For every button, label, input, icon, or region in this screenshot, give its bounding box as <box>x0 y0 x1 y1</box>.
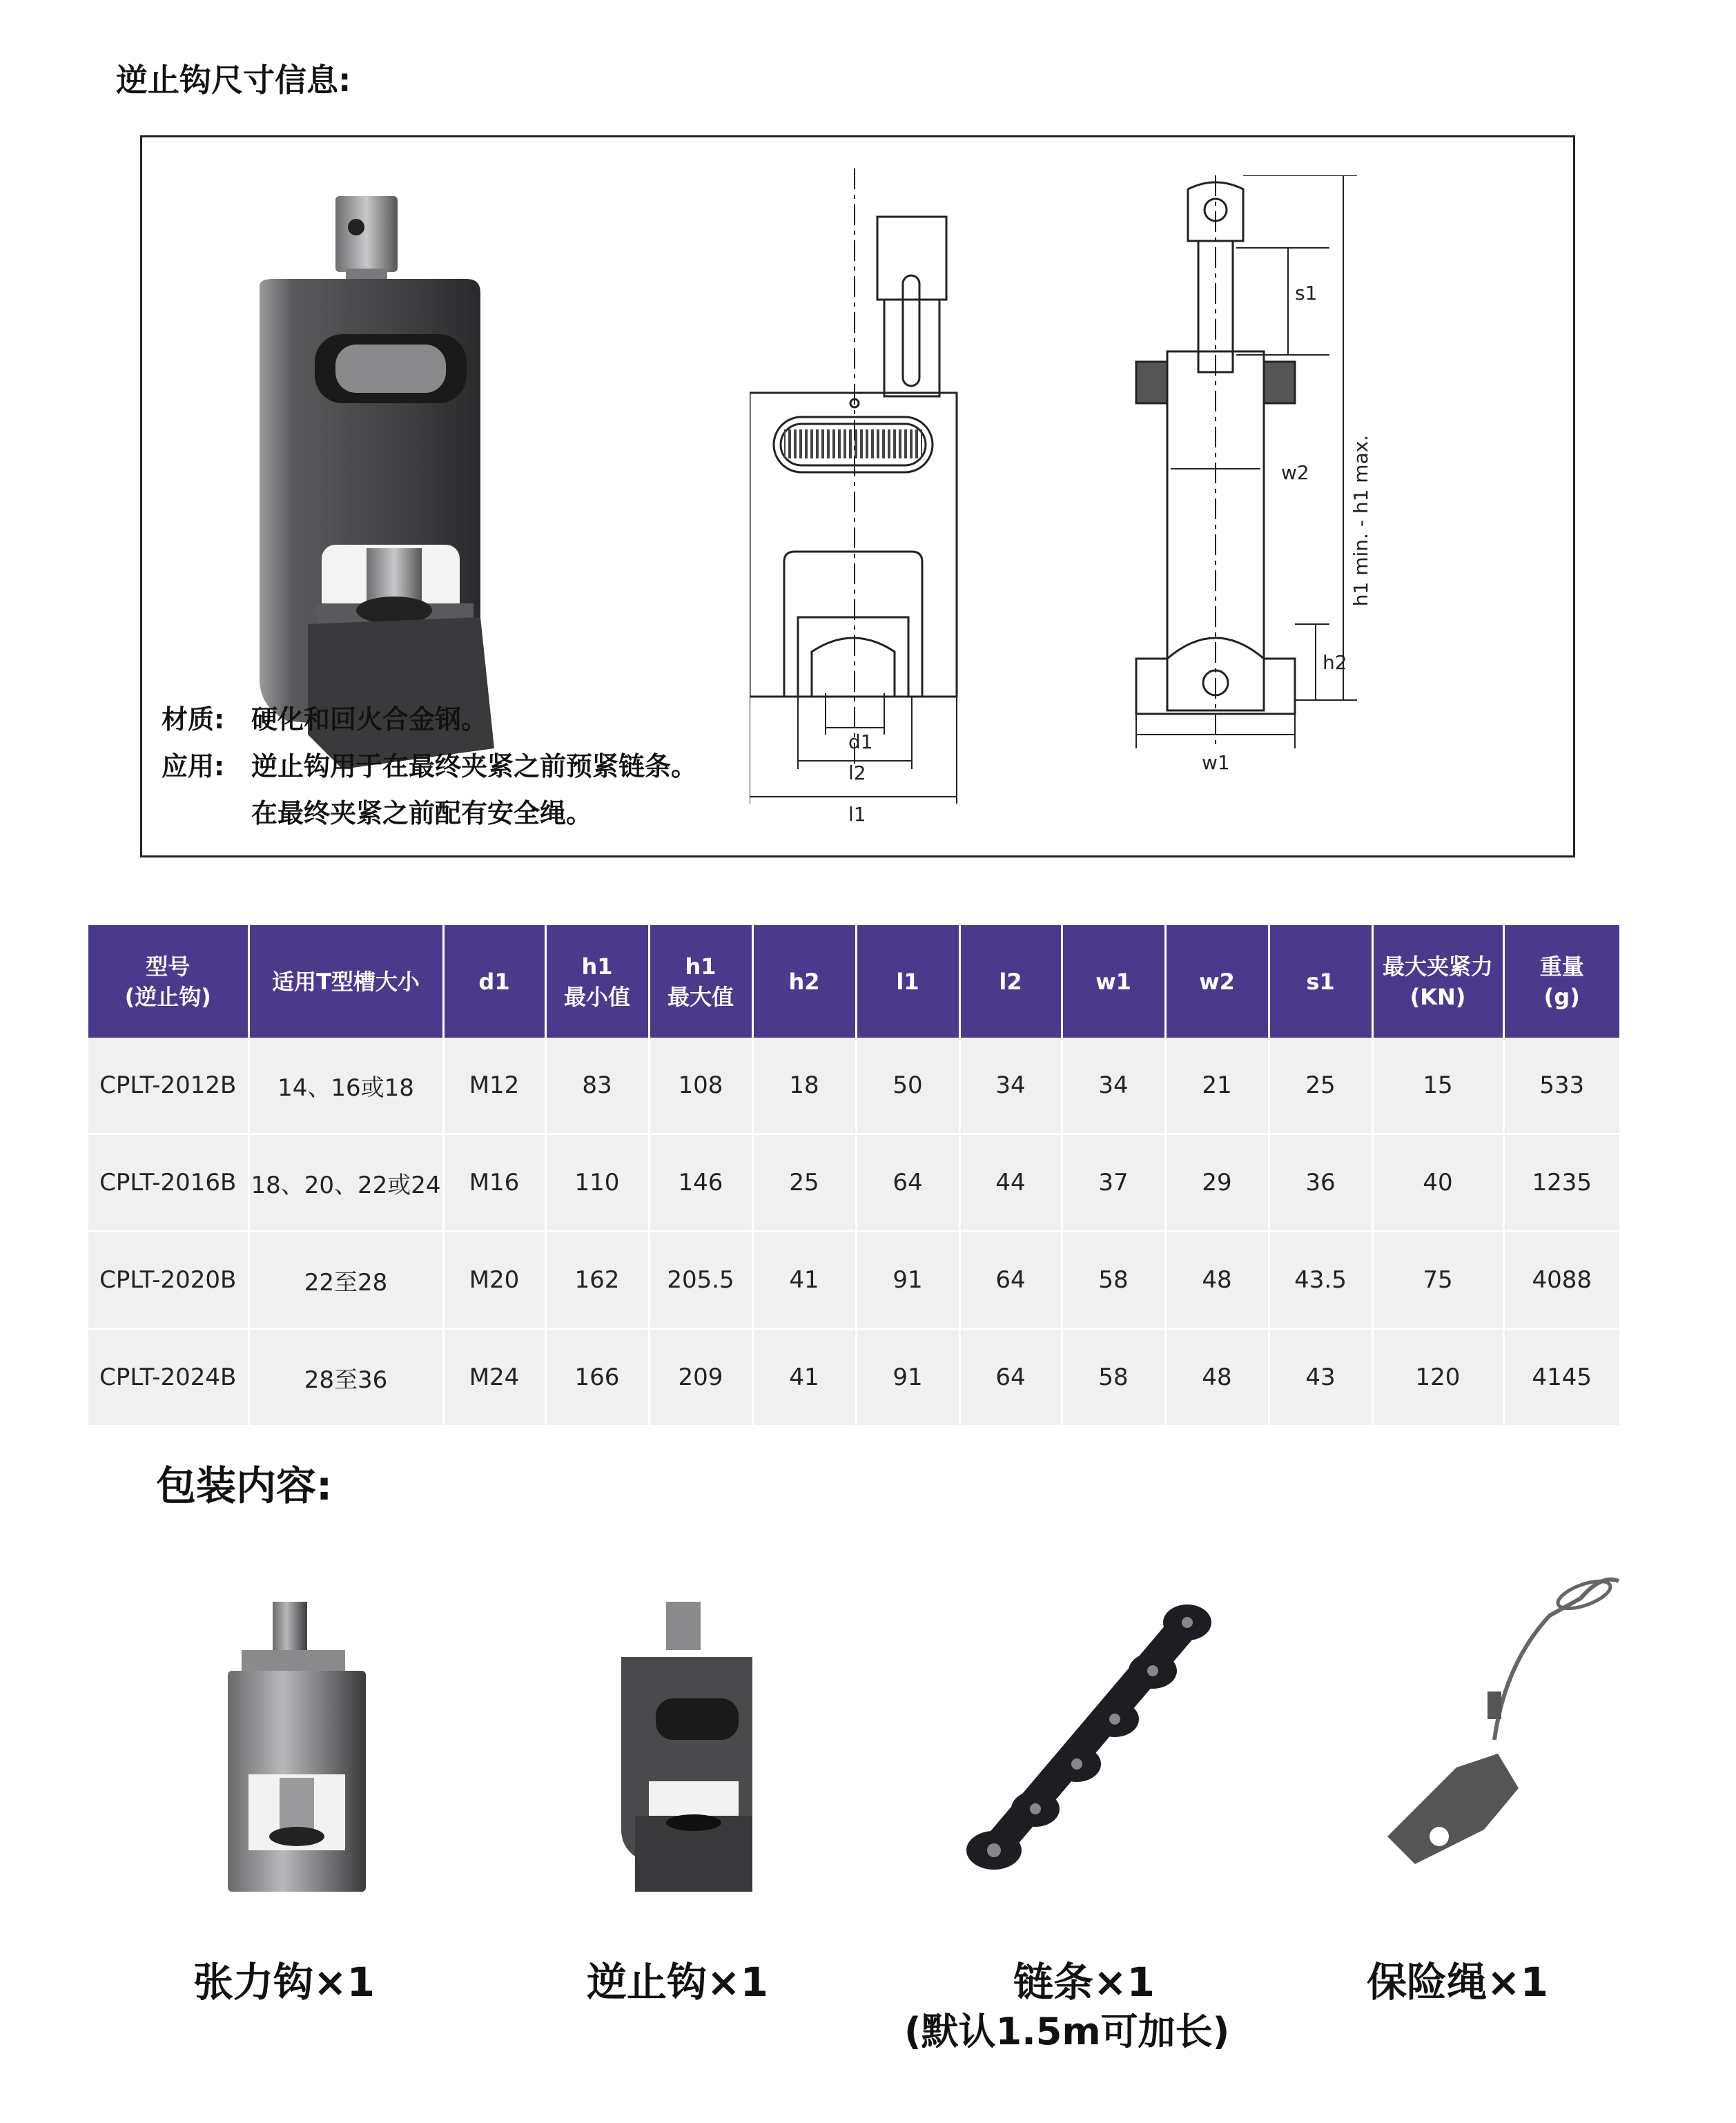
package-title: 包装内容: <box>156 1462 333 1509</box>
table-cell: 166 <box>545 1329 649 1426</box>
header-text: h1 <box>685 953 716 980</box>
application-info <box>162 745 697 783</box>
header-text: d1 <box>478 968 510 995</box>
table-cell: CPLT-2012B <box>88 1038 248 1134</box>
table-cell: 1235 <box>1503 1134 1619 1232</box>
table-cell: 110 <box>545 1134 649 1232</box>
table-cell: 83 <box>545 1038 649 1134</box>
table-cell: M24 <box>443 1329 545 1426</box>
table-cell: 15 <box>1372 1038 1503 1134</box>
table-cell: 44 <box>959 1134 1062 1232</box>
table-header-cell <box>1503 925 1619 1038</box>
label-d1: d1 <box>848 730 873 753</box>
table-cell: 48 <box>1165 1232 1269 1329</box>
table-cell: 146 <box>649 1134 752 1232</box>
side-view-drawing <box>1122 175 1495 859</box>
table-cell: 64 <box>959 1329 1062 1426</box>
table-cell: CPLT-2016B <box>88 1134 248 1232</box>
table-cell: 91 <box>856 1329 959 1426</box>
table-cell: CPLT-2020B <box>88 1232 248 1329</box>
table-cell: 34 <box>959 1038 1062 1134</box>
chain-icon <box>953 1595 1229 1885</box>
header-text: 型号 <box>146 953 191 980</box>
chain-label: 链条×1 <box>1013 1959 1155 2006</box>
application-info-2 <box>251 792 592 830</box>
table-cell: 18 <box>752 1038 856 1134</box>
label-w2: w2 <box>1281 461 1309 484</box>
table-cell: 4145 <box>1503 1329 1619 1426</box>
table-cell: 21 <box>1165 1038 1269 1134</box>
header-text: h2 <box>788 968 820 995</box>
dimensions-title: 逆止钩尺寸信息: <box>116 61 351 99</box>
backstop-hook-label: 逆止钩×1 <box>587 1959 768 2006</box>
application-label: 应用: <box>162 751 225 782</box>
table-cell: CPLT-2024B <box>88 1329 248 1426</box>
spec-table <box>88 925 1619 1427</box>
label-l2: l2 <box>848 762 866 784</box>
table-cell: 91 <box>856 1232 959 1329</box>
table-header-cell <box>752 925 856 1038</box>
table-header-cell <box>545 925 649 1038</box>
label-s1: s1 <box>1295 282 1318 304</box>
table-header-cell <box>1372 925 1503 1038</box>
table-header-cell <box>1165 925 1269 1038</box>
table-header-cell <box>88 925 248 1038</box>
application-value-2: 在最终夹紧之前配有安全绳。 <box>251 798 593 828</box>
table-cell: 50 <box>856 1038 959 1134</box>
label-w1: w1 <box>1202 751 1230 774</box>
table-cell: 18、20、22或24 <box>248 1134 443 1232</box>
table-cell: 64 <box>856 1134 959 1232</box>
table-cell: 209 <box>649 1329 752 1426</box>
table-header-cell <box>649 925 752 1038</box>
table-row <box>88 1329 1619 1426</box>
table-cell: 58 <box>1062 1329 1165 1426</box>
table-cell: 120 <box>1372 1329 1503 1426</box>
table-body <box>88 1038 1619 1426</box>
header-text: (KN) <box>1410 983 1466 1010</box>
material-value: 硬化和回火合金钢。 <box>251 704 488 735</box>
table-cell: 43.5 <box>1269 1232 1372 1329</box>
table-row <box>88 1038 1619 1134</box>
safety-rope-label: 保险绳×1 <box>1367 1959 1548 2006</box>
table-header-cell <box>1269 925 1372 1038</box>
label-h1-range: h1 min. - h1 max. <box>1349 434 1372 607</box>
front-view-drawing <box>750 168 1081 866</box>
table-cell: 43 <box>1269 1329 1372 1426</box>
table-cell: 25 <box>1269 1038 1372 1134</box>
table-cell: 22至28 <box>248 1232 443 1329</box>
safety-rope-icon <box>1374 1560 1636 1892</box>
table-cell: 28至36 <box>248 1329 443 1426</box>
table-cell: 58 <box>1062 1232 1165 1329</box>
table-cell: 533 <box>1503 1038 1619 1134</box>
table-cell: 25 <box>752 1134 856 1232</box>
header-text: (g) <box>1543 983 1580 1010</box>
table-header-cell <box>443 925 545 1038</box>
material-label: 材质: <box>162 704 225 735</box>
tension-hook-label: 张力钩×1 <box>193 1959 375 2006</box>
table-cell: 75 <box>1372 1232 1503 1329</box>
tension-hook-icon <box>221 1602 373 1892</box>
table-header-cell <box>856 925 959 1038</box>
table-header-cell <box>1062 925 1165 1038</box>
label-l1: l1 <box>848 803 866 826</box>
label-h2: h2 <box>1323 651 1347 674</box>
table-header-cell <box>959 925 1062 1038</box>
table-row <box>88 1232 1619 1329</box>
table-header-row <box>88 925 1619 1038</box>
table-cell: 41 <box>752 1232 856 1329</box>
table-cell: 36 <box>1269 1134 1372 1232</box>
table-cell: 48 <box>1165 1329 1269 1426</box>
header-text: 最大值 <box>667 983 734 1010</box>
table-cell: 40 <box>1372 1134 1503 1232</box>
header-text: 适用T型槽大小 <box>272 968 420 995</box>
application-value: 逆止钩用于在最终夹紧之前预紧链条。 <box>251 751 698 782</box>
header-text: l1 <box>896 968 919 995</box>
table-cell: 41 <box>752 1329 856 1426</box>
header-text: (逆止钩) <box>124 983 211 1010</box>
table-row <box>88 1134 1619 1232</box>
header-text: s1 <box>1306 968 1335 995</box>
table-cell: M12 <box>443 1038 545 1134</box>
header-text: h1 <box>581 953 613 980</box>
table-cell: M20 <box>443 1232 545 1329</box>
table-cell: 108 <box>649 1038 752 1134</box>
table-cell: M16 <box>443 1134 545 1232</box>
header-text: l2 <box>999 968 1022 995</box>
table-cell: 4088 <box>1503 1232 1619 1329</box>
backstop-hook-icon <box>614 1602 766 1892</box>
header-text: 重量 <box>1539 953 1584 980</box>
table-cell: 34 <box>1062 1038 1165 1134</box>
header-text: w1 <box>1095 968 1131 995</box>
table-header-cell <box>248 925 443 1038</box>
header-text: 最大夹紧力 <box>1382 953 1493 980</box>
table-cell: 29 <box>1165 1134 1269 1232</box>
table-cell: 64 <box>959 1232 1062 1329</box>
table-cell: 205.5 <box>649 1232 752 1329</box>
chain-note: (默认1.5m可加长) <box>904 2010 1230 2053</box>
spec-box <box>140 135 1575 857</box>
table-cell: 37 <box>1062 1134 1165 1232</box>
material-info <box>162 698 487 736</box>
header-text: w2 <box>1199 968 1235 995</box>
header-text: 最小值 <box>563 983 630 1010</box>
table-cell: 14、16或18 <box>248 1038 443 1134</box>
table-cell: 162 <box>545 1232 649 1329</box>
